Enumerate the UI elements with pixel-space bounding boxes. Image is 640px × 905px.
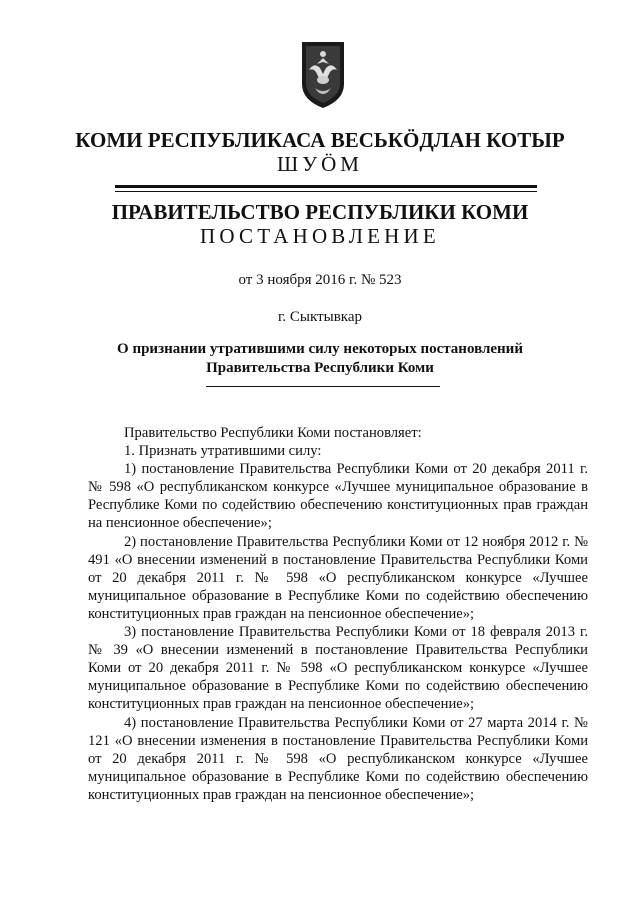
komi-coat-of-arms-icon xyxy=(300,40,346,110)
document-body xyxy=(88,424,588,804)
subject-line-2: Правительства Республики Коми xyxy=(206,360,434,376)
list-item: 1) постановление Правительства Республики Коми от 20 декабря 2011 г. № 598 «О республиканском конкурсе «Лучшее муниципальное образование в Республике Коми по содействию обеспечению конституционных прав граждан на пенсионное обеспечение»; xyxy=(88,461,588,532)
list-item: 4) постановление Правительства Республики Коми от 27 марта 2014 г. № 121 «О внесении изменения в постановление Правительства Республики Коми от 20 декабря 2011 г. № 598 «О республиканском конкурсе «Лучшее муниципальное образование в Республике Коми по содействию обеспечению конституционных прав граждан на пенсионное обеспечение»; xyxy=(88,714,588,803)
date-number: от 3 ноября 2016 г. № 523 xyxy=(238,272,402,288)
header-divider-thick xyxy=(115,185,537,188)
gov-doc-type: ПОСТАНОВЛЕНИЕ xyxy=(200,224,440,248)
komi-title: КОМИ РЕСПУБЛИКАСА ВЕСЬКӦДЛАН КОТЫР xyxy=(75,128,565,152)
subject-line-1: О признании утратившими силу некоторых постановлений xyxy=(117,341,523,357)
gov-title: ПРАВИТЕЛЬСТВО РЕСПУБЛИКИ КОМИ xyxy=(111,200,529,224)
point-1: 1. Признать утратившими силу: xyxy=(124,443,322,460)
komi-doc-type: ШУӦМ xyxy=(277,152,363,176)
intro-paragraph: Правительство Республики Коми постановляет: xyxy=(124,425,422,441)
subject-underline xyxy=(206,386,440,387)
list-item: 2) постановление Правительства Республики Коми от 12 ноября 2012 г. № 491 «О внесении изменений в постановление Правительства Республики Коми от 20 декабря 2011 г. № 598 «О республиканском конкурсе «Лучшее муниципальное образование в Республике Коми по содействию обеспечению конституционных прав граждан на пенсионное обеспечение»; xyxy=(88,533,588,622)
city: г. Сыктывкар xyxy=(277,309,363,325)
list-item: 3) постановление Правительства Республики Коми от 18 февраля 2013 г. № 39 «О внесении изменений в постановление Правительства Республики Коми от 20 декабря 2011 г. № 598 «О республиканском конкурсе «Лучшее муниципальное образование в Республике Коми по содействию обеспечению конституционных прав граждан на пенсионное обеспечение»; xyxy=(88,624,588,713)
header-divider-thin xyxy=(115,191,537,192)
